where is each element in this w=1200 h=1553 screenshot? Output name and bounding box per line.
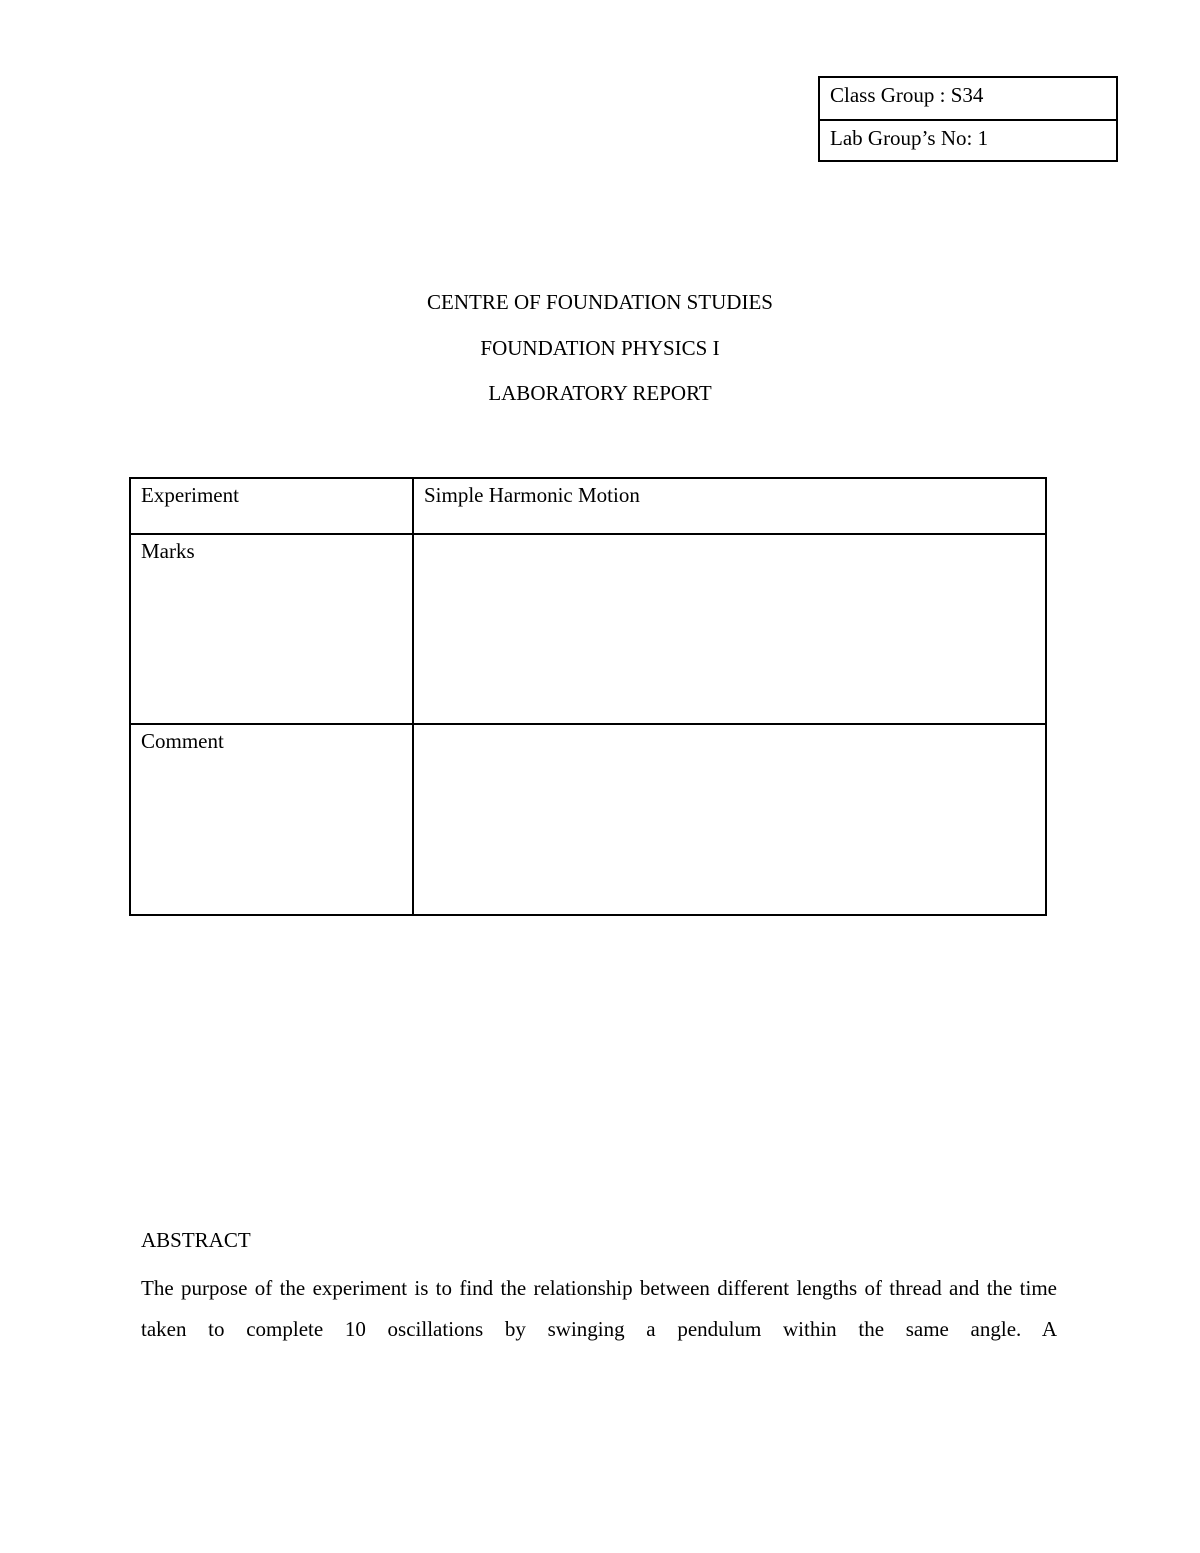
comment-label: Comment [130,724,413,915]
marks-label: Marks [130,534,413,724]
header-report-type: LABORATORY REPORT [488,381,712,405]
abstract-text: The purpose of the experiment is to find the relationship between different lengths of thread and the time taken to complete 10 oscillations by swinging a pendulum within the same angle. A [141,1276,1057,1341]
table-row-comment [130,724,1046,915]
header-course: FOUNDATION PHYSICS I [480,336,720,360]
table-row-experiment [130,478,1046,534]
abstract-heading: ABSTRACT [141,1228,251,1252]
experiment-info-table [129,477,1047,916]
class-group-box [818,76,1118,162]
experiment-value: Simple Harmonic Motion [413,478,1046,534]
lab-group-label: Lab Group’s No: 1 [820,119,1116,160]
header-institution: CENTRE OF FOUNDATION STUDIES [427,290,773,314]
table-row-marks [130,534,1046,724]
class-group-label: Class Group : S34 [830,83,984,107]
comment-value [413,724,1046,915]
experiment-label: Experiment [130,478,413,534]
marks-value [413,534,1046,724]
